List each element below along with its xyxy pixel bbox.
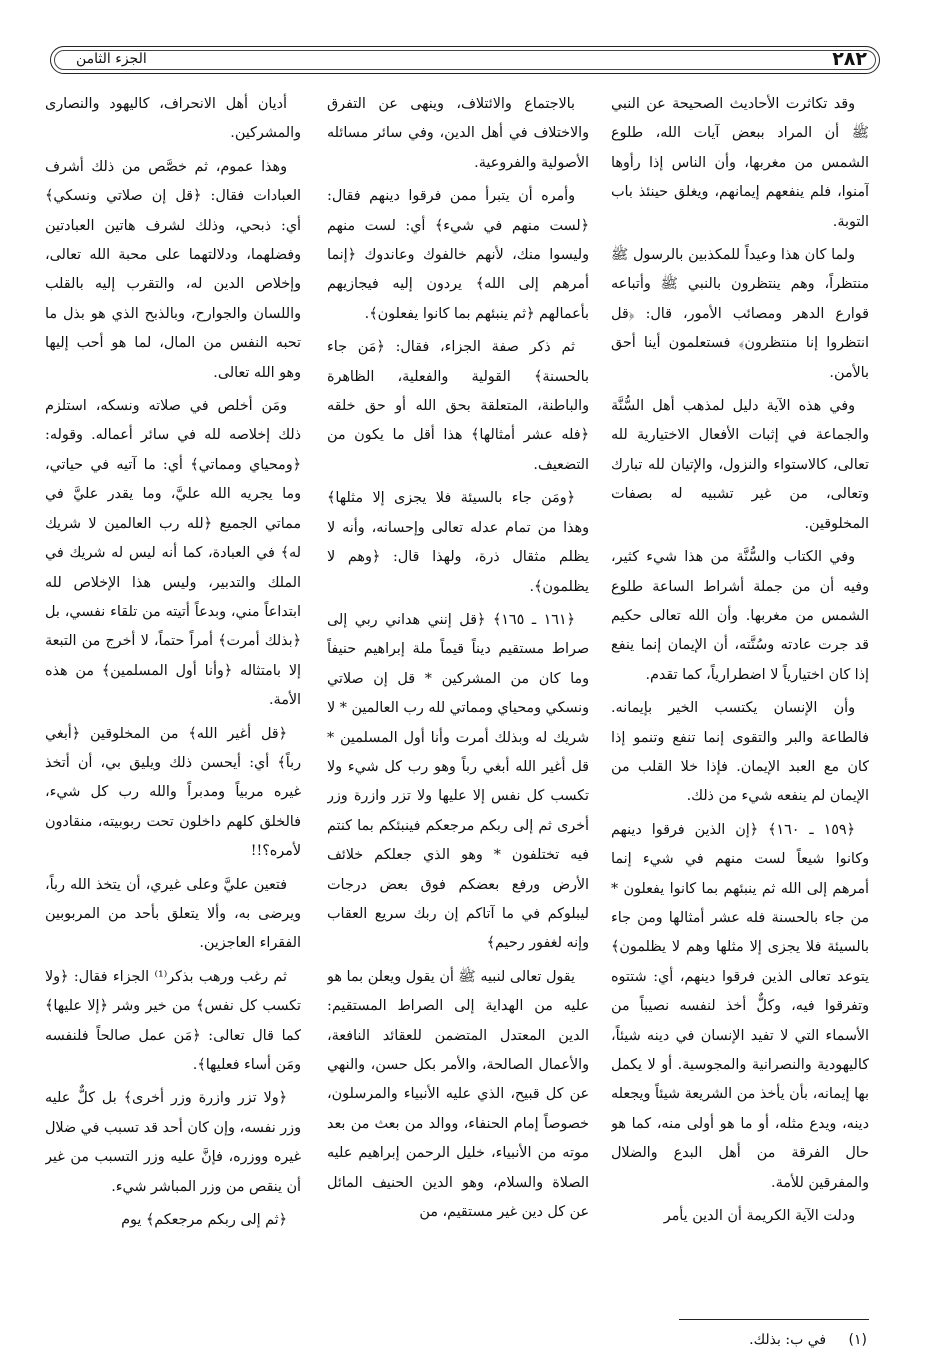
paragraph: ثم ذكر صفة الجزاء، فقال: ﴿مَن جاء بالحسنة﴾ القولية والفعلية، الظاهرة والباطنة، المتعلقة بحق الله أو حق خلقه ﴿فله عشر أمثالها﴾ هذا أقل ما يكون من التضعيف. bbox=[327, 339, 589, 473]
paragraph: وهذا عموم، ثم خصَّص من ذلك أشرف العبادات فقال: ﴿قل إن صلاتي ونسكي﴾ أي: ذبحي، وذلك لشرف هاتين العبادتين وفضلهما، ودلالتهما على محبة الله تعالى، وإخلاص الدين له، والتقرب إليه بالقلب واللسان والجوارح، وبالذبح الذي هو بذل ما تحبه النفس من المال، لما هو أحب إليها وهو الله تعالى. bbox=[45, 158, 301, 381]
paragraph: ودلت الآية الكريمة أن الدين يأمر bbox=[663, 1208, 855, 1225]
text-column-right bbox=[611, 90, 869, 1300]
paragraph: وأمره أن يتبرأ ممن فرقوا دينهم فقال: ﴿لست منهم في شيء﴾ أي: لست منهم وليسوا منك، لأنهم خالفوك وعاندوك ﴿إنما أمرهم إلى الله﴾ يردون إليه فيجازيهم بأعمالهم ﴿ثم ينبئهم بما كانوا يفعلون﴾. bbox=[327, 188, 589, 322]
paragraph: وفي الكتاب والسُّنَّة من هذا شيء كثير، وفيه أن من جملة أشراط الساعة طلوع الشمس من مغربها. وأن الله تعالى حكيم قد جرت عادته وسُنَّته، أن الإيمان إنما ينفع إذا كان اختيارياً لا اضطرارياً، كما تقدم. bbox=[611, 549, 869, 683]
paragraph: يقول تعالى لنبيه ﷺ أن يقول ويعلن بما هو عليه من الهداية إلى الصراط المستقيم: الدين المعتدل المتضمن للعقائد النافعة، والأعمال الصالحة، والأمر بكل حسن، والنهي عن كل قبيح، الذي عليه الأنبياء والمرسلون، خصوصاً إمام الحنفاء، ووالد من بعث من بعد موته من الأنبياء، خليل الرحمن إبراهيم عليه الصلاة والسلام، وهو الدين الحنيف المائل عن كل دين غير مستقيم، من bbox=[327, 968, 589, 1221]
footnote bbox=[749, 1330, 867, 1350]
paragraph: ﴿١٦١ ـ ١٦٥﴾ ﴿قل إنني هداني ربي إلى صراط مستقيم ديناً قيماً ملة إبراهيم حنيفاً وما كان من المشركين * قل إن صلاتي ونسكي ومحياي ومماتي لله رب العالمين * لا شريك له وبذلك أمرت وأنا أول المسلمين * قل أغير الله أبغي رباً وهو رب كل شيء ولا تكسب كل نفس إلا عليها ولا تزر وازرة وزر أخرى ثم إلى ربكم مرجعكم فينبئكم بما كنتم فيه تختلفون * وهو الذي جعلكم خلائف الأرض ورفع بعضكم فوق بعض درجات ليبلوكم في ما آتاكم إن ربك سريع العقاب وإنه لغفور رحيم﴾ bbox=[327, 611, 589, 952]
paragraph: أديان أهل الانحراف، كاليهود والنصارى والمشركين. bbox=[45, 96, 301, 142]
page-number: ٢٨٢ bbox=[832, 48, 867, 70]
paragraph: ﴿ولا تزر وازرة وزر أخرى﴾ بل كلٌّ عليه وزر نفسه، وإن كان أحد قد تسبب في ضلال غيره ووزره، فإنَّ عليه وزر التسبب من غير أن ينقص من وزر المباشر شيء. bbox=[45, 1090, 301, 1195]
paragraph: ﴿ثم إلى ربكم مرجعكم﴾ يوم bbox=[121, 1212, 287, 1229]
paragraph: فتعين عليَّ وعلى غيري، أن يتخذ الله رباً، ويرضى به، وألا يتعلق بأحد من المربوبين الفقراء العاجزين. bbox=[45, 876, 301, 952]
paragraph: ثم رغب ورهب بذكر⁽¹⁾ الجزاء فقال: ﴿ولا تكسب كل نفس﴾ من خير وشر ﴿إلا عليها﴾ كما قال تعالى: ﴿مَن عمل صالحاً فلنفسه ومَن أساء فعليها﴾. bbox=[45, 968, 301, 1073]
text-column-left bbox=[45, 90, 301, 1300]
paragraph: ﴿١٥٩ ـ ١٦٠﴾ ﴿إن الذين فرقوا دينهم وكانوا شيعاً لست منهم في شيء إنما أمرهم إلى الله ثم ينبئهم بما كانوا يفعلون * من جاء بالحسنة فله عشر أمثالها ومن جاء بالسيئة فلا يجزى إلا مثلها وهم لا يظلمون﴾ يتوعد تعالى الذين فرقوا دينهم، أي: شتتوه وتفرقوا فيه، وكلٌّ أخذ لنفسه نصيباً من الأسماء التي لا تفيد الإنسان في دينه شيئاً، كاليهودية والنصرانية والمجوسية. أو لا يكمل بها إيمانه، بأن يأخذ من الشريعة شيئاً ويجعله دينه، ويدع مثله، أو ما هو أولى منه، كما هو حال الفرقة من أهل البدع والضلال والمفرقين للأمة. bbox=[611, 821, 869, 1191]
paragraph: ﴿ومَن جاء بالسيئة فلا يجزى إلا مثلها﴾ وهذا من تمام عدله تعالى وإحسانه، وأنه لا يظلم مثقال ذرة، ولهذا قال: ﴿وهم لا يظلمون﴾. bbox=[327, 490, 589, 595]
paragraph: ومَن أخلص في صلاته ونسكه، استلزم ذلك إخلاصه لله في سائر أعماله. وقوله: ﴿ومحياي ومماتي﴾ أي: ما آتيه في حياتي، وما يجريه الله عليَّ، وما يقدر عليَّ في مماتي الجميع ﴿لله رب العالمين لا شريك له﴾ في العبادة، كما أنه ليس له شريك في الملك والتدبير، وليس هذا الإخلاص لله ابتداعاً مني، وبدعاً أتيته من تلقاء نفسي، بل ﴿بذلك أمرت﴾ أمراً حتماً، لا أخرج من التبعة إلا بامتثاله ﴿وأنا أول المسلمين﴾ من هذه الأمة. bbox=[45, 398, 301, 709]
footnote-number: (١) bbox=[848, 1332, 867, 1348]
running-title: الجزء الثامن bbox=[76, 51, 147, 67]
footnote-text: في ب: بذلك. bbox=[749, 1332, 827, 1348]
paragraph: وأن الإنسان يكتسب الخير بإيمانه. فالطاعة والبر والتقوى إنما تنفع وتنمو إذا كان مع العبد الإيمان. فإذا خلا القلب من الإيمان لم ينفعه شيء من ذلك. bbox=[611, 700, 869, 805]
footnote-divider bbox=[679, 1319, 869, 1320]
paragraph: وفي هذه الآية دليل لمذهب أهل السُّنَّة والجماعة في إثبات الأفعال الاختيارية لله تعالى، كالاستواء والنزول، والإتيان لله تبارك وتعالى، من غير تشبيه له بصفات المخلوقين. bbox=[611, 398, 869, 532]
paragraph: بالاجتماع والائتلاف، وينهى عن التفرق والاختلاف في أهل الدين، وفي سائر مسائله الأصولية والفروعية. bbox=[327, 96, 589, 171]
paragraph: وقد تكاثرت الأحاديث الصحيحة عن النبي ﷺ أن المراد ببعض آيات الله، طلوع الشمس من مغربها، وأن الناس إذا رأوها آمنوا، فلم ينفعهم إيمانهم، ويغلق حينئذ باب التوبة. bbox=[611, 96, 869, 230]
paragraph: ﴿قل أغير الله﴾ من المخلوقين ﴿أبغي رباً﴾ أي: أيحسن ذلك ويليق بي، أن أتخذ غيره مربياً ومدبراً والله رب كل شيء، فالخلق كلهم داخلون تحت ربوبيته، منقادون لأمره؟!! bbox=[45, 725, 301, 860]
paragraph: ولما كان هذا وعيداً للمكذبين بالرسول ﷺ منتظراً، وهم ينتظرون بالنبي ﷺ وأتباعه قوارع الدهر ومصائب الأمور، قال: ﴿قل انتظروا إنا منتظرون﴾ فستعلمون أينا أحق بالأمن. bbox=[611, 247, 869, 381]
header-frame bbox=[50, 46, 880, 74]
text-column-middle bbox=[327, 90, 589, 1300]
